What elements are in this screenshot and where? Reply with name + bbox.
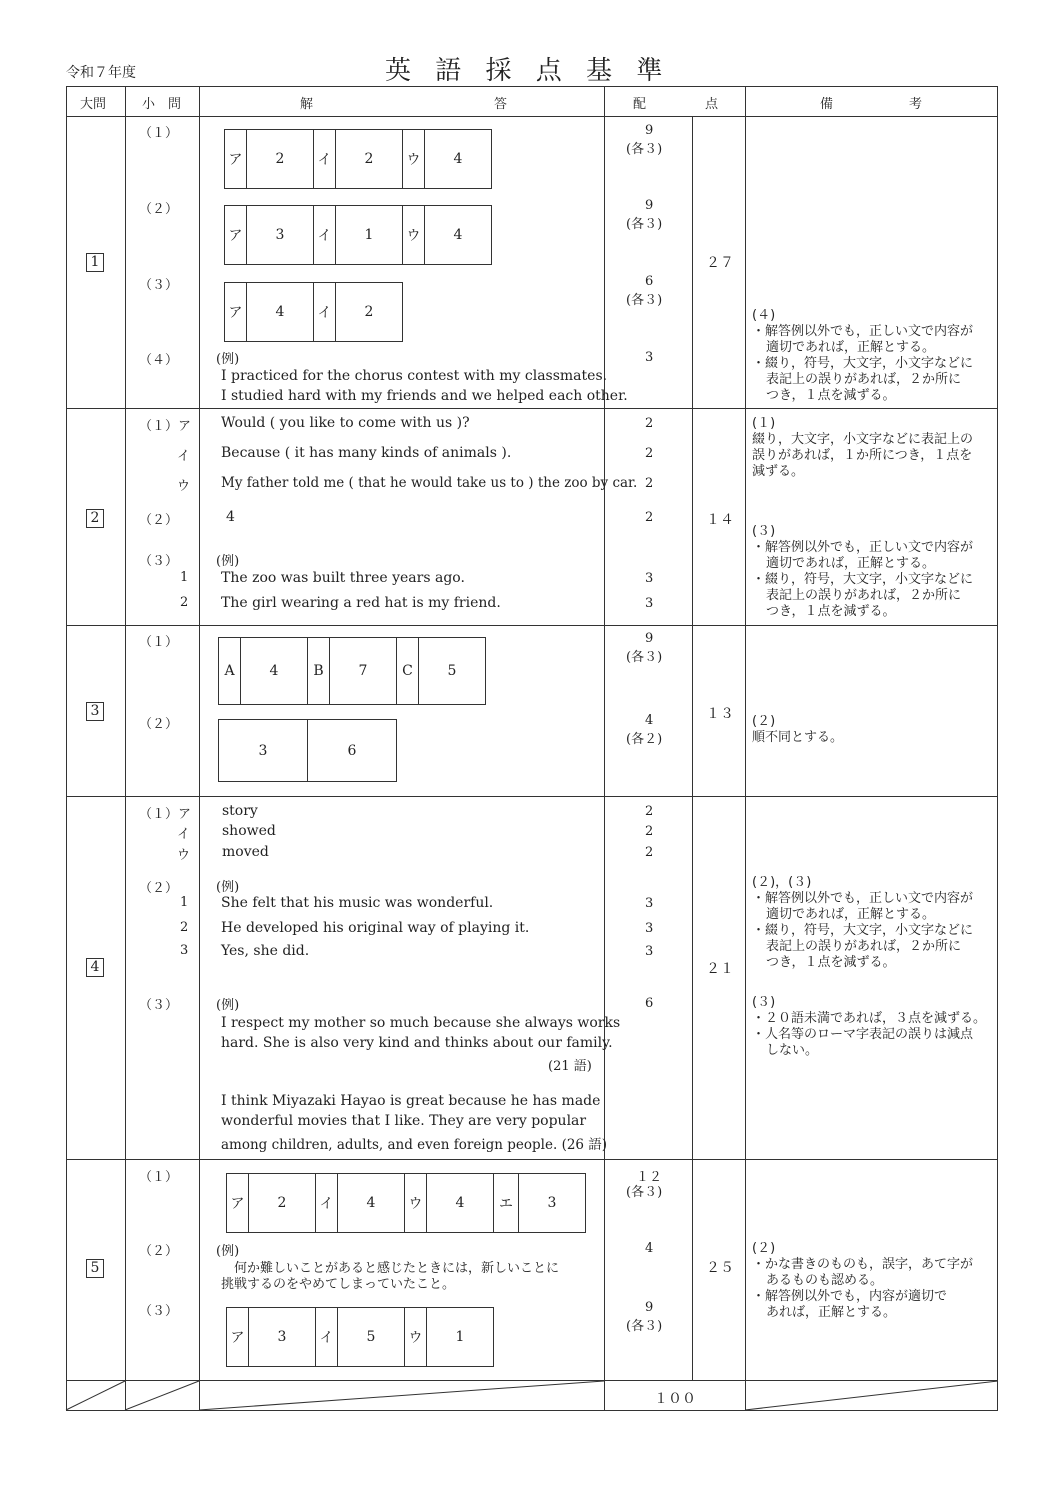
q1-p3-label: （３） <box>139 278 179 293</box>
q5-p1-points: １２ <box>636 1170 663 1185</box>
q2-total: １４ <box>706 512 734 528</box>
answer-cell: ア <box>228 305 243 321</box>
answer-cell: 4 <box>424 206 491 264</box>
q4-p2-example: (例) <box>216 880 240 895</box>
q3-p2-points: 4 <box>645 713 654 728</box>
q1-p3-points: 6 <box>645 274 654 289</box>
q2-p1a-label: （１）ア <box>139 419 192 434</box>
q4-p1a-answer: story <box>222 803 258 819</box>
col-ko: 考 <box>909 97 923 112</box>
q5-p1-label: （１） <box>139 1170 179 1185</box>
q3-total: １３ <box>706 706 734 722</box>
q2-p1u-points: 2 <box>645 476 654 491</box>
q4-p3-example: (例) <box>216 998 240 1013</box>
q4-p2-2-points: 3 <box>645 921 654 936</box>
answer-cell: イ <box>313 283 335 341</box>
q4-p1a-label: （１）ア <box>139 807 192 822</box>
q5-p2-answer-1: 何か難しいことがあると感じたときには，新しいことに <box>234 1261 560 1276</box>
q4-p2-1-label: 1 <box>180 895 189 910</box>
q4-p3-wordcount-a: (21 語) <box>548 1059 592 1074</box>
q4-p1i-answer: showed <box>222 823 276 839</box>
q2-p2-answer: 4 <box>226 509 235 525</box>
q5-number: 5 <box>86 1259 104 1278</box>
q1-total: ２７ <box>706 255 734 271</box>
q2-p2-label: （２） <box>139 513 179 528</box>
answer-cell: 7 <box>329 638 396 704</box>
q1-p4-answer-1: I practiced for the chorus contest with my classmates. <box>221 368 608 384</box>
q4-total: ２１ <box>706 961 734 977</box>
q4-p2-2-label: 2 <box>180 920 189 935</box>
q4-p1a-points: 2 <box>645 804 654 819</box>
q1-p2-points: 9 <box>645 198 654 213</box>
answer-cell: 4 <box>337 1174 404 1232</box>
q5-p2-answer-2: 挑戦するのをやめてしまっていたこと。 <box>221 1277 456 1292</box>
answer-cell: 3 <box>518 1174 585 1232</box>
q1-p4-answer-2: I studied hard with my friends and we helped each other. <box>221 388 628 404</box>
grand-total: １００ <box>654 1391 696 1407</box>
q4-p3-points: 6 <box>645 996 654 1011</box>
q1-p2-label: （２） <box>139 202 179 217</box>
answer-cell: エ <box>493 1174 518 1232</box>
answer-cell: 1 <box>335 206 402 264</box>
q1-p1-label: （１） <box>139 126 179 141</box>
answer-cell: 5 <box>337 1308 404 1366</box>
q2-remarks-3: (３) ・解答例以外でも，正しい文で内容が 適切であれば，正解とする。 ・綴り，符号，大文字，小文字などに 表記上の誤りがあれば，２か所に つき，１点を減ずる。 <box>752 524 974 619</box>
q5-remarks: (２) ・かな書きのものも，誤字，あて字が あるものも認める。 ・解答例以外でも，内容が適切で あれば，正解とする。 <box>752 1241 974 1320</box>
q4-p3-answer-b2: wonderful movies that I like. They are very popular <box>221 1113 587 1129</box>
q1-p1-cells <box>224 129 492 189</box>
col-to: 答 <box>494 97 508 112</box>
col-hai: 配 <box>633 97 647 112</box>
q4-number: 4 <box>86 958 104 977</box>
q4-p1i-label: イ <box>177 827 191 842</box>
q3-p1-cells <box>218 637 486 705</box>
q4-p1u-label: ウ <box>177 848 191 863</box>
q2-p3-1-answer: The zoo was built three years ago. <box>221 570 465 586</box>
q3-p1-each: (各３) <box>626 650 663 665</box>
answer-cell: 2 <box>335 283 402 341</box>
q3-p2-cells <box>218 719 397 782</box>
q5-p2-points: 4 <box>645 1241 654 1256</box>
q1-remarks: (４) ・解答例以外でも，正しい文で内容が 適切であれば，正解とする。 ・綴り，符号，大文字，小文字などに 表記上の誤りがあれば，２か所に つき，１点を減ずる。 <box>752 308 974 403</box>
answer-cell: ウ <box>404 1308 426 1366</box>
answer-cell: ウ <box>402 130 424 188</box>
q4-p3-label: （３） <box>139 998 179 1013</box>
q5-p3-points: 9 <box>645 1300 654 1315</box>
q2-p1u-answer: My father told me ( that he would take us to ) the zoo by car. <box>221 475 638 491</box>
q5-p3-each: (各３) <box>626 1319 663 1334</box>
answer-cell: 4 <box>240 638 307 704</box>
q2-p1u-label: ウ <box>177 479 191 494</box>
q2-p3-1-points: 3 <box>645 571 654 586</box>
q1-p2-cells <box>224 205 492 265</box>
answer-cell: C <box>396 638 418 704</box>
q4-p3-answer-b1: I think Miyazaki Hayao is great because he has made <box>221 1093 601 1109</box>
answer-cell: 2 <box>335 130 402 188</box>
q1-number: 1 <box>86 253 104 272</box>
q5-total: ２５ <box>706 1260 734 1276</box>
q2-p3-2-answer: The girl wearing a red hat is my friend. <box>221 595 501 611</box>
answer-cell: ウ <box>402 206 424 264</box>
q4-remarks-23: (２)，(３) ・解答例以外でも，正しい文で内容が 適切であれば，正解とする。 ・綴り，符号，大文字，小文字などに 表記上の誤りがあれば，２か所に つき，１点を減ずる。 <box>752 875 974 970</box>
answer-cell: 4 <box>424 130 491 188</box>
answer-cell: 6 <box>307 720 396 781</box>
q1-p2-each: (各３) <box>626 217 663 232</box>
q3-remarks: (２) 順不同とする。 <box>752 714 844 745</box>
q2-number: 2 <box>86 509 104 528</box>
q5-p2-label: （２） <box>139 1244 179 1259</box>
answer-cell: 1 <box>426 1308 493 1366</box>
answer-cell: 2 <box>248 1174 315 1232</box>
q4-p2-1-answer: She felt that his music was wonderful. <box>221 895 494 911</box>
q4-p1i-points: 2 <box>645 824 654 839</box>
q4-p1u-points: 2 <box>645 845 654 860</box>
answer-cell: イ <box>315 1174 337 1232</box>
q4-p2-1-points: 3 <box>645 896 654 911</box>
answer-cell: B <box>307 638 329 704</box>
era-label: 令和７年度 <box>66 65 136 81</box>
q3-p2-each: (各２) <box>626 732 663 747</box>
q4-p3-answer-b3: among children, adults, and even foreign people. (26 語) <box>221 1137 608 1153</box>
q1-p4-example: (例) <box>216 352 240 367</box>
q2-p3-2-points: 3 <box>645 596 654 611</box>
answer-cell: 4 <box>246 283 313 341</box>
q5-p2-example: (例) <box>216 1244 240 1259</box>
answer-cell: ア <box>228 228 243 244</box>
q2-p1i-points: 2 <box>645 446 654 461</box>
q3-number: 3 <box>86 702 104 721</box>
answer-cell: ウ <box>404 1174 426 1232</box>
answer-cell: イ <box>313 206 335 264</box>
q3-p2-label: （２） <box>139 717 179 732</box>
answer-cell: 4 <box>426 1174 493 1232</box>
answer-cell: ア <box>230 1196 245 1212</box>
q2-p1a-points: 2 <box>645 416 654 431</box>
q1-p4-points: 3 <box>645 350 654 365</box>
q1-p3-cells <box>224 282 403 342</box>
q4-p2-3-points: 3 <box>645 944 654 959</box>
q3-p1-label: （１） <box>139 635 179 650</box>
q4-remarks-3: (３) ・２０語未満であれば，３点を減ずる。 ・人名等のローマ字表記の誤りは減点 しない。 <box>752 995 987 1058</box>
q1-p1-each: (各３) <box>626 142 663 157</box>
q4-p1u-answer: moved <box>222 844 269 860</box>
answer-cell: 3 <box>246 206 313 264</box>
q1-p3-each: (各３) <box>626 293 663 308</box>
q5-p3-cells <box>226 1307 494 1367</box>
answer-cell: イ <box>313 130 335 188</box>
answer-cell: 3 <box>258 742 268 759</box>
answer-cell: 2 <box>246 130 313 188</box>
answer-cell: ア <box>230 1330 245 1346</box>
col-bi: 備 <box>820 97 834 112</box>
q4-p3-answer-a1: I respect my mother so much because she always works <box>221 1015 621 1031</box>
q4-p2-3-label: 3 <box>180 943 189 958</box>
q2-p1a-answer: Would ( you like to come with us )? <box>221 415 470 431</box>
q4-p2-label: （２） <box>139 881 179 896</box>
col-ten: 点 <box>705 97 719 112</box>
page-title: 英 語 採 点 基 準 <box>385 56 671 86</box>
q1-p1-points: 9 <box>645 123 654 138</box>
q2-p1i-answer: Because ( it has many kinds of animals ). <box>221 445 512 461</box>
q5-p3-label: （３） <box>139 1304 179 1319</box>
q2-p3-1-label: 1 <box>180 570 189 585</box>
answer-cell: 5 <box>418 638 485 704</box>
q2-p1i-label: イ <box>177 449 191 464</box>
q3-p1-points: 9 <box>645 631 654 646</box>
answer-cell: 3 <box>248 1308 315 1366</box>
answer-cell: A <box>224 663 235 679</box>
q1-p4-label: （４） <box>139 353 179 368</box>
col-kai: 解 <box>300 97 314 112</box>
q2-remarks-1: (１) 綴り，大文字，小文字などに表記上の 誤りがあれば，１か所につき，１点を 減ずる。 <box>752 416 974 479</box>
q5-p1-cells <box>226 1173 586 1233</box>
q2-p3-example: (例) <box>216 554 240 569</box>
q4-p2-2-answer: He developed his original way of playing it. <box>221 920 530 936</box>
col-daimon: 大問 <box>80 97 107 112</box>
q2-p2-points: 2 <box>645 510 654 525</box>
q5-p1-each: (各３) <box>626 1185 663 1200</box>
q4-p3-answer-a2: hard. She is also very kind and thinks about our family. <box>221 1035 613 1051</box>
answer-cell: ア <box>228 152 243 168</box>
answer-cell: イ <box>315 1308 337 1366</box>
q4-p2-3-answer: Yes, she did. <box>221 943 310 959</box>
q2-p3-label: （３） <box>139 554 179 569</box>
q2-p3-2-label: 2 <box>180 595 189 610</box>
col-shomon: 小 問 <box>142 97 182 112</box>
